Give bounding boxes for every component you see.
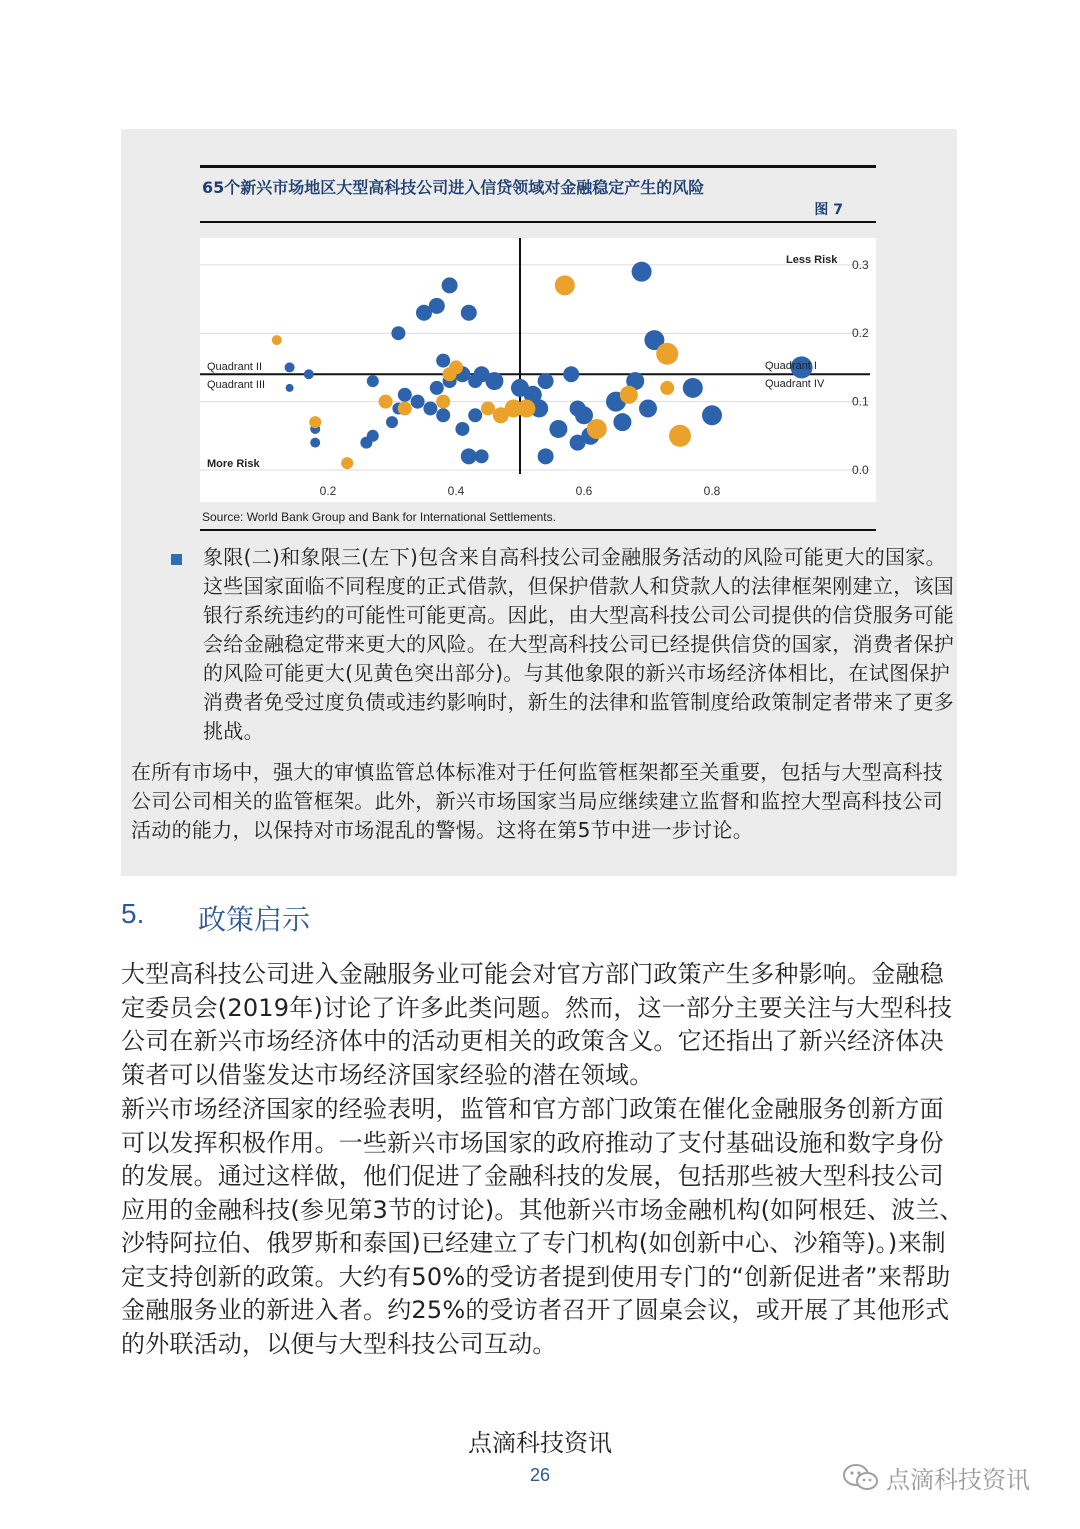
point-blue-17	[468, 408, 482, 422]
point-orange-5	[398, 401, 412, 415]
x-tick-label-1: 0.4	[447, 484, 465, 498]
x-tick-label-2: 0.6	[575, 484, 593, 498]
y-tick-label-0: 0.0	[852, 463, 869, 477]
point-blue-27	[563, 366, 579, 382]
point-blue-47	[310, 438, 320, 448]
point-blue-40	[683, 378, 703, 398]
point-blue-49	[475, 449, 489, 463]
point-blue-45	[286, 384, 294, 392]
annotation-more-risk: More Risk	[207, 458, 260, 470]
y-tick-label-1: 0.1	[852, 394, 869, 409]
body-paragraph-2: 新兴市场经济国家的经验表明，监管和官方部门政策在催化金融服务创新方面可以发挥积极作用。一些新兴市场国家的政府推动了支付基础设施和数字身份的发展。通过这样做，他们促进了金融科技的发展，包括那些被大型科技公司应用的金融科技(参见第3节的讨论)。其他新兴市场金融机构(如阿根廷、波兰、沙特阿拉伯、俄罗斯和泰国)已经建立了专门机构(如创新中心、沙箱等)。)来制定支持创新的政策。大约有50%的受访者提到使用专门的“创新促进者”来帮助金融服务业的新进入者。约25%的受访者召开了圆桌会议，或开展了其他形式的外联活动，以便与大型科技公司互动。	[121, 1095, 964, 1358]
point-blue-4	[391, 326, 405, 340]
figure-bottom-rule	[200, 529, 876, 531]
figure-number: 图 7	[814, 202, 843, 218]
point-blue-16	[436, 408, 450, 422]
point-orange-3	[620, 386, 638, 404]
figure-title: 65个新兴市场地区大型高科技公司进入信贷领域对金融稳定产生的风险	[202, 178, 705, 197]
point-blue-3	[461, 305, 477, 321]
point-blue-0	[442, 277, 458, 293]
annotation-quadrant-iv: Quadrant IV	[765, 378, 825, 390]
point-blue-13	[398, 388, 412, 402]
y-tick-label-3: 0.3	[852, 257, 869, 272]
point-orange-10	[505, 399, 523, 417]
point-orange-14	[309, 416, 321, 428]
point-blue-37	[639, 399, 657, 417]
page-number: 26	[529, 1465, 551, 1485]
x-tick-label-0: 0.2	[319, 484, 337, 498]
point-orange-6	[436, 395, 450, 409]
point-blue-15	[423, 401, 437, 415]
y-tick-label-2: 0.2	[852, 326, 869, 341]
annotation-less-risk: Less Risk	[786, 254, 838, 266]
figure-source: Source: World Bank Group and Bank for International Settlements.	[202, 510, 556, 524]
point-blue-26	[538, 373, 554, 389]
figure-title-rule	[200, 221, 876, 223]
annotation-quadrant-i: Quadrant I	[765, 360, 817, 372]
point-orange-7	[481, 401, 495, 415]
figure-top-rule	[200, 165, 876, 168]
point-blue-22	[455, 422, 469, 436]
annotation-quadrant-iii: Quadrant III	[207, 379, 266, 391]
point-blue-31	[549, 420, 567, 438]
point-orange-11	[587, 419, 607, 439]
point-blue-30	[570, 400, 586, 416]
annotation-quadrant-ii: Quadrant II	[207, 361, 263, 373]
point-blue-41	[702, 405, 722, 425]
point-blue-14	[411, 395, 425, 409]
point-orange-1	[656, 343, 678, 365]
point-blue-18	[386, 416, 398, 428]
point-orange-16	[272, 335, 282, 345]
scatter-chart	[200, 238, 876, 502]
point-blue-43	[304, 369, 314, 379]
point-orange-15	[341, 457, 353, 469]
point-blue-2	[416, 305, 432, 321]
wechat-icon	[842, 1463, 880, 1493]
point-orange-13	[660, 381, 674, 395]
x-tick-label-3: 0.8	[703, 484, 721, 498]
section-title: 政策启示	[198, 903, 311, 936]
point-blue-12	[367, 375, 379, 387]
point-blue-9	[430, 381, 444, 395]
point-blue-11	[485, 372, 503, 390]
point-blue-38	[632, 262, 652, 282]
watermark-text: 点滴科技资讯	[886, 1466, 1030, 1494]
point-blue-44	[285, 362, 295, 372]
point-orange-0	[555, 275, 575, 295]
point-blue-23	[461, 448, 477, 464]
point-blue-33	[538, 448, 554, 464]
body-paragraph-1: 大型高科技公司进入金融服务业可能会对官方部门政策产生多种影响。金融稳定委员会(2019年)讨论了许多此类问题。然而，这一部分主要关注与大型科技公司在新兴市场经济体中的活动更相关的政策含义。它还指出了新兴经济体决策者可以借鉴发达市场经济国家经验的潜在领域。	[121, 960, 953, 1089]
point-blue-5	[436, 354, 450, 368]
point-orange-4	[379, 395, 393, 409]
footer-title: 点滴科技资讯	[468, 1429, 612, 1457]
bullet-icon	[171, 554, 182, 565]
watermark	[842, 1460, 1030, 1495]
point-blue-48	[613, 413, 631, 431]
section-number: 5.	[121, 898, 145, 929]
point-orange-12	[669, 425, 691, 447]
point-blue-10	[468, 374, 482, 388]
bullet-paragraph: 象限(二)和象限三(左下)包含来自高科技公司金融服务活动的风险可能更大的国家。这些国家面临不同程度的正式借款，但保护借款人和贷款人的法律框架刚建立，该国银行系统违约的可能性可能更高。因此，由大型高科技公司公司提供的信贷服务可能会给金融稳定带来更大的风险。在大型高科技公司已经提供信贷的国家，消费者保护的风险可能更大(见黄色突出部分)。与其他象限的新兴市场经济体相比，在试图保护消费者免受过度负债或违约影响时，新生的法律和监管制度给政策制定者带来了更多挑战。	[203, 545, 955, 743]
point-blue-21	[360, 437, 372, 449]
point-orange-17	[449, 360, 463, 374]
box-paragraph: 在所有市场中，强大的审慎监管总体标准对于任何监管框架都至关重要，包括与大型高科技公司公司相关的监管框架。此外，新兴市场国家当局应继续建立监督和监控大型高科技公司活动的能力，以保持对市场混乱的警惕。这将在第5节中进一步讨论。	[131, 760, 943, 842]
